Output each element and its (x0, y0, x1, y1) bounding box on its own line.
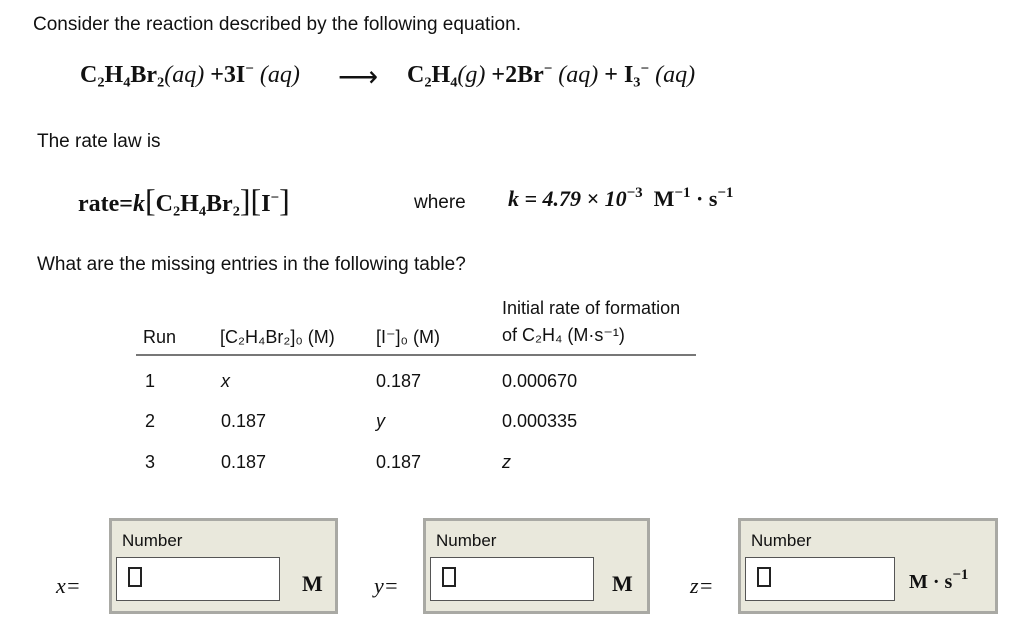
rate-constant-symbol: k (132, 191, 145, 217)
iodide: I (235, 62, 246, 88)
answer-z-panel (738, 518, 998, 614)
iodide-coefficient: 3 (223, 62, 236, 88)
answer-y-unit: M (612, 571, 633, 596)
rate-law-label: The rate law is (37, 131, 161, 152)
rate-constant-value (508, 186, 733, 212)
product-1: C₂H₄ (407, 62, 458, 88)
cell-run: 3 (145, 452, 156, 472)
cell-iodide: y (376, 411, 385, 431)
iodide-state: (aq) (259, 62, 300, 88)
answer-y-label (374, 573, 399, 599)
bromide-state: (aq) (558, 62, 599, 88)
triiodide-charge: − (640, 61, 650, 77)
answer-z-unit: $M \cdot s^{-1}$ (909, 567, 969, 593)
k-expression: k = 4.79 × 10 (508, 186, 627, 211)
answer-z-input[interactable] (745, 557, 895, 601)
triiodide-state: (aq) (655, 62, 696, 88)
reaction-equation (80, 62, 300, 89)
cell-rate: 0.000335 (502, 411, 578, 431)
cell-iodide: 0.187 (376, 371, 422, 391)
plus-sign: + (210, 62, 224, 88)
k-exponent: −3 (626, 185, 643, 201)
reaction-arrow: ⟶ (338, 62, 379, 93)
k-unit-molarity: M (653, 186, 675, 211)
answer-variable: x (56, 573, 66, 598)
intro-text: Consider the reaction described by the following equation. (33, 14, 521, 35)
cell-rate: 0.000670 (502, 371, 578, 391)
cell-rate: z (502, 452, 511, 472)
plus-sign: + (491, 62, 506, 88)
answer-equals: = (698, 573, 714, 598)
panel-label: Number (436, 531, 497, 550)
header-rate-line-1: Initial rate of formation (502, 298, 681, 318)
answer-y-panel (423, 518, 650, 614)
panel-label: Number (122, 531, 183, 550)
rate-law-expression: rate=k[C₂H₄Br₂][I−] (78, 182, 290, 218)
k-unit-molarity-exponent: −1 (674, 185, 691, 201)
reactant-1: C₂H₄Br₂ (80, 62, 165, 88)
answer-y-input[interactable] (430, 557, 594, 601)
bromide: Br (517, 62, 544, 88)
answer-x-panel (109, 518, 338, 614)
cell-c2h4br2: 0.187 (221, 411, 267, 431)
answer-equals: = (65, 573, 81, 598)
answer-x-unit: M (302, 571, 323, 596)
answer-x-input[interactable] (116, 557, 280, 601)
bromide-charge: − (543, 61, 553, 77)
answer-x-label (56, 573, 81, 599)
rate-lhs: rate (78, 191, 120, 217)
k-unit-seconds: s (708, 186, 718, 211)
answer-variable: y (374, 573, 384, 598)
concentration-c2h4br2: C₂H₄Br₂ (155, 191, 240, 217)
reaction-products (407, 62, 695, 89)
where-label: where (414, 192, 466, 213)
plus-sign: + (604, 62, 618, 88)
triiodide: I₃ (623, 62, 641, 88)
question-text: What are the missing entries in the following table? (37, 254, 466, 275)
answer-z-label (690, 573, 713, 599)
k-unit-dot: · (695, 186, 704, 211)
cell-run: 1 (145, 371, 156, 391)
answer-equals: = (383, 573, 399, 598)
k-unit-seconds-exponent: −1 (717, 185, 734, 201)
equals-sign: = (119, 191, 133, 217)
product-1-state: (g) (457, 62, 486, 88)
iodide-charge: − (245, 61, 254, 77)
answer-variable: z (690, 573, 699, 598)
concentration-iodide: I (261, 191, 271, 217)
cell-c2h4br2: x (221, 371, 230, 391)
bromide-coefficient: 2 (505, 62, 518, 88)
cell-iodide: 0.187 (376, 452, 422, 472)
header-iodide: [I⁻]₀ (M) (376, 327, 440, 347)
cell-run: 2 (145, 411, 156, 431)
table-header-rule (136, 354, 696, 356)
iodide-charge: − (270, 190, 280, 206)
cell-c2h4br2: 0.187 (221, 452, 267, 472)
reactant-1-state: (aq) (164, 62, 205, 88)
panel-label: Number (751, 531, 812, 550)
header-c2h4br2: [C₂H₄Br₂]₀ (M) (220, 327, 335, 347)
header-rate-line-2: of C₂H₄ (M·s⁻¹) (502, 325, 625, 345)
header-run: Run (143, 327, 177, 347)
